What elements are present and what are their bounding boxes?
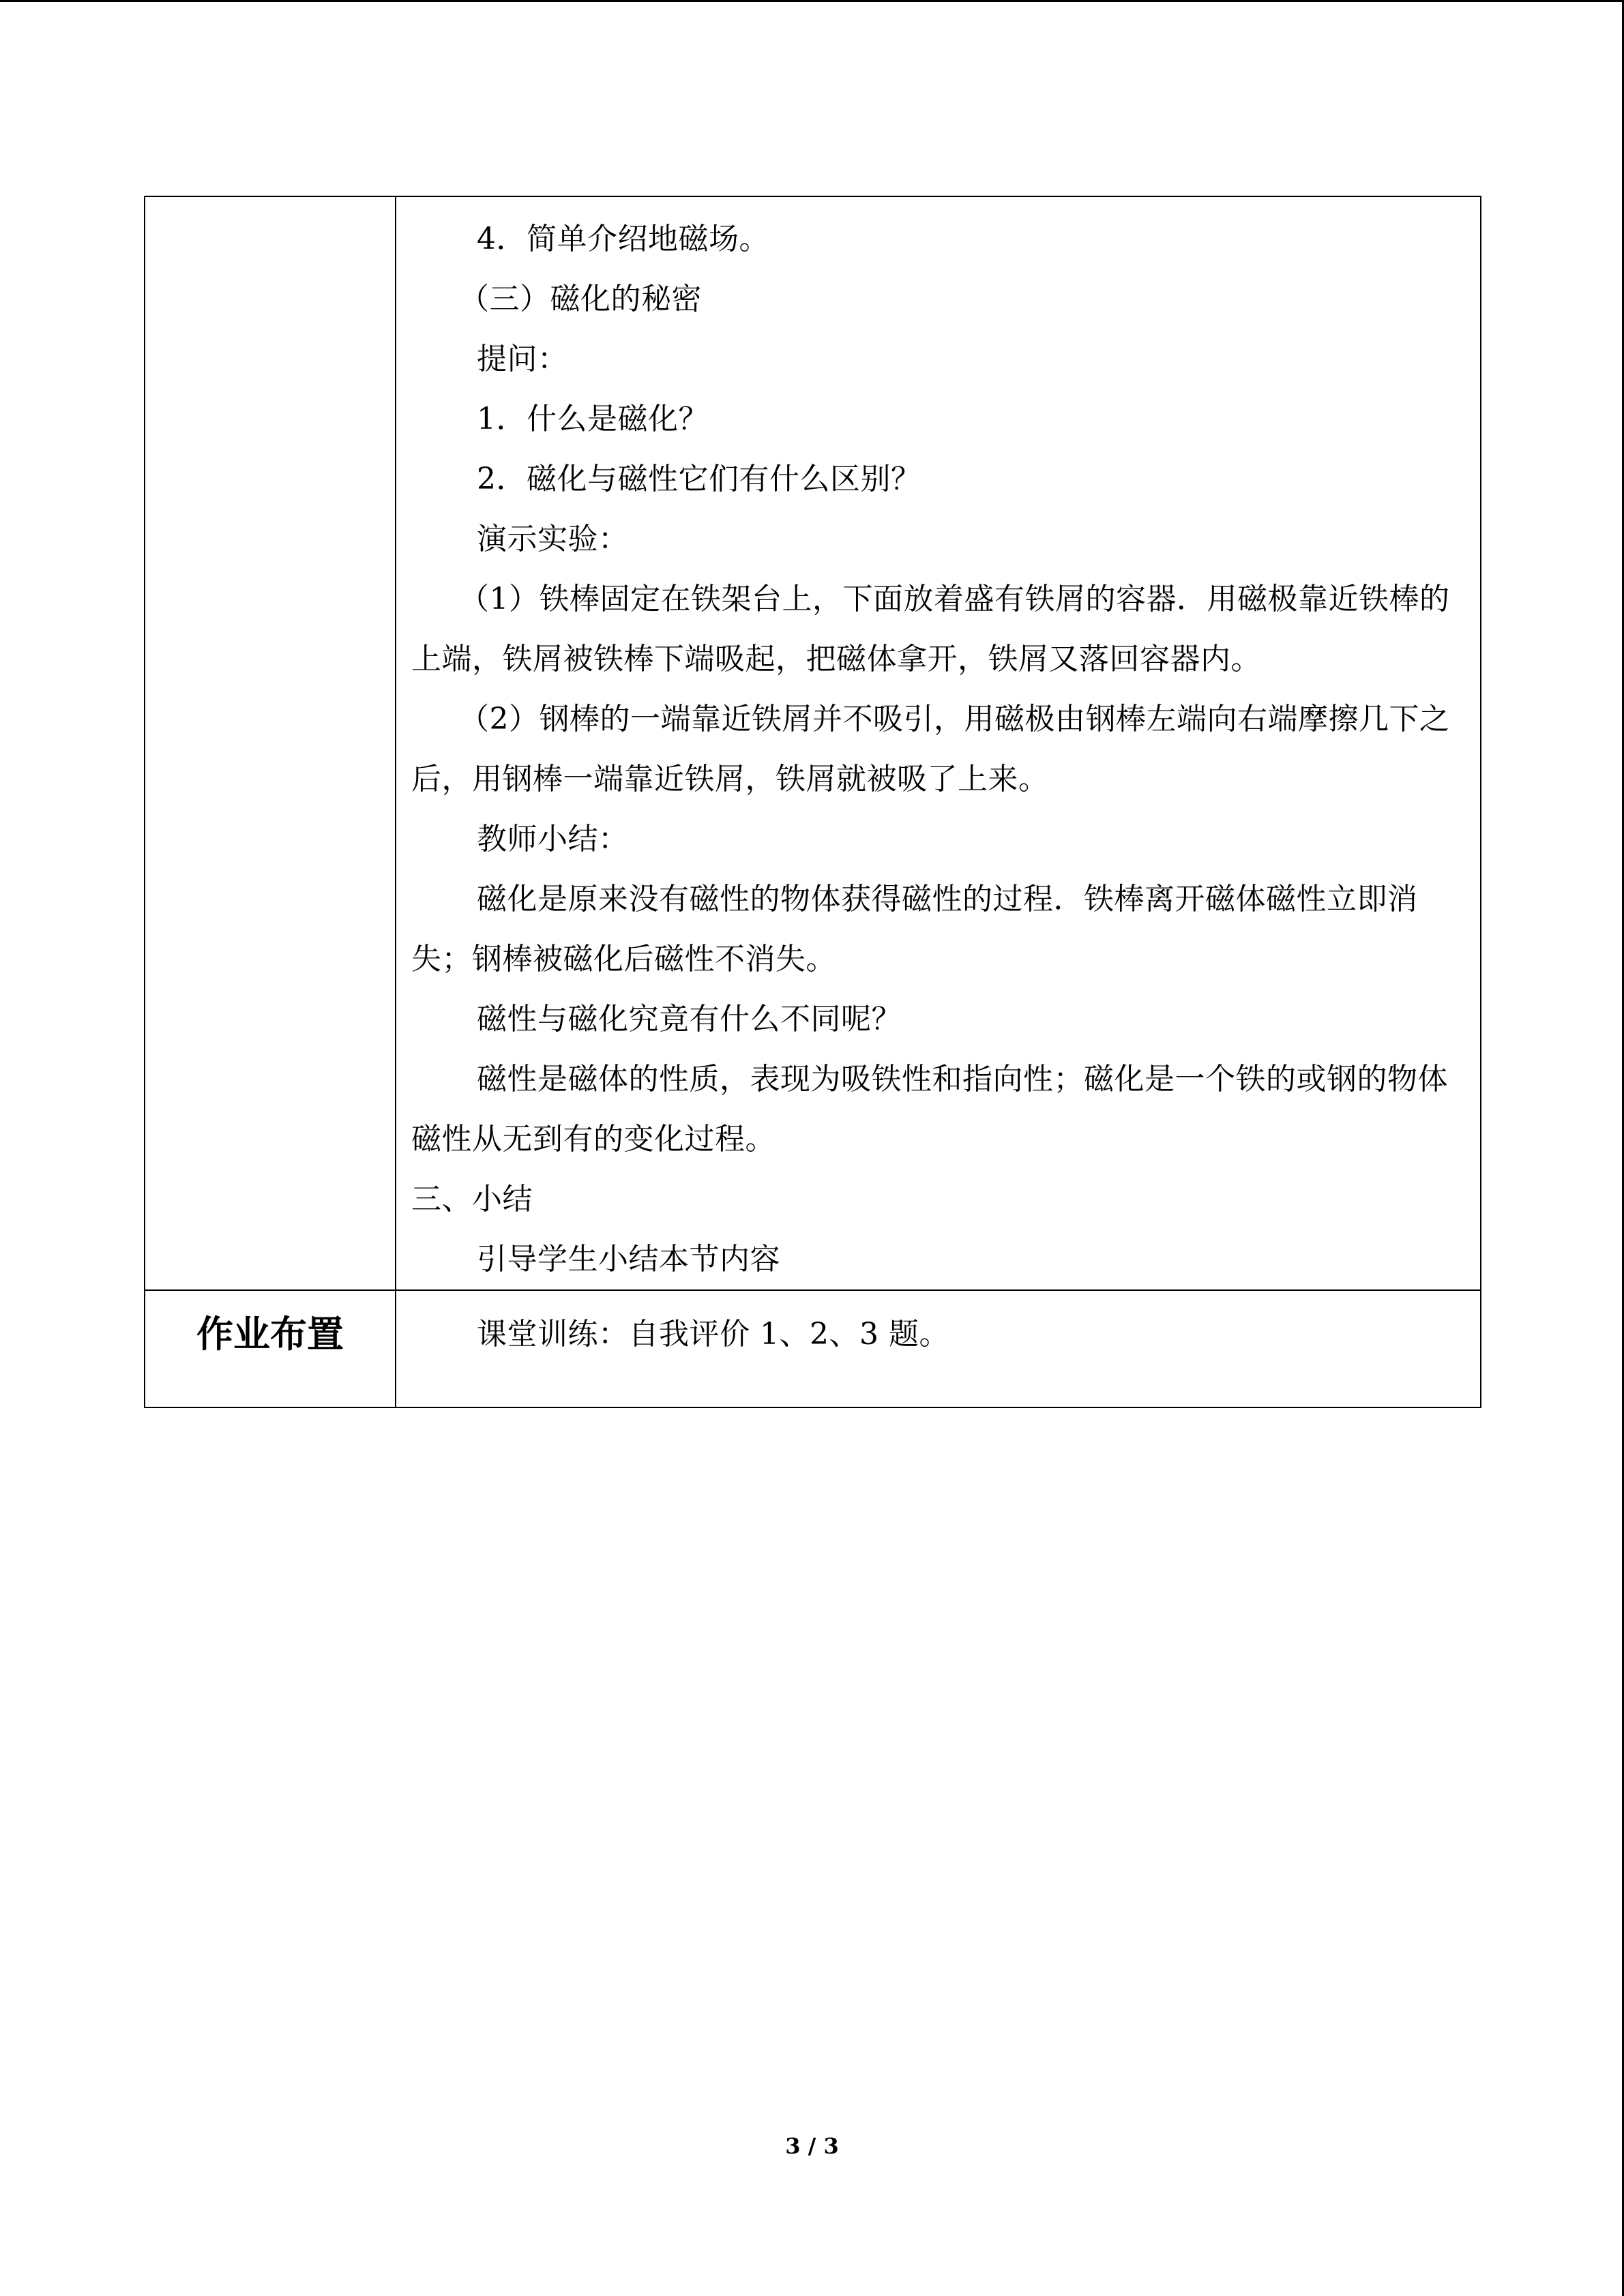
page-number: 3 / 3 — [785, 2133, 839, 2159]
paragraph: 磁性与磁化究竟有什么不同呢？ — [477, 1002, 902, 1037]
homework-content-cell — [396, 1290, 1481, 1407]
homework-label: 作业布置 — [196, 1312, 344, 1356]
content-label-cell — [145, 196, 396, 1290]
lesson-plan-table — [144, 196, 1481, 1408]
section-heading: 三、小结 — [411, 1182, 533, 1217]
paragraph: 教师小结： — [477, 822, 629, 856]
paragraph: （三）磁化的秘密 — [459, 282, 702, 316]
paragraph: 2．磁化与磁性它们有什么区别？ — [477, 462, 921, 496]
homework-row — [145, 1290, 1481, 1407]
paragraph: （2）钢棒的一端靠近铁屑并不吸引，用磁极由钢棒左端向右端摩擦几下之后，用钢棒一端靠近铁屑，铁屑就被吸了上来。 — [411, 702, 1450, 796]
paragraph: 1．什么是磁化？ — [477, 402, 709, 436]
content-row — [145, 196, 1481, 1290]
paragraph: （1）铁棒固定在铁架台上，下面放着盛有铁屑的容器．用磁极靠近铁棒的上端，铁屑被铁棒下端吸起，把磁体拿开，铁屑又落回容器内。 — [411, 582, 1450, 676]
paragraph: 磁化是原来没有磁性的物体获得磁性的过程．铁棒离开磁体磁性立即消失；钢棒被磁化后磁性不消失。 — [411, 882, 1418, 976]
content-cell — [396, 196, 1481, 1290]
paragraph: 提问： — [477, 342, 568, 376]
page-top-border — [0, 0, 1624, 2]
paragraph: 磁性是磁体的性质，表现为吸铁性和指向性；磁化是一个铁的或钢的物体磁性从无到有的变化过程。 — [411, 1062, 1448, 1157]
paragraph: 引导学生小结本节内容 — [477, 1242, 780, 1277]
paragraph: 4．简单介绍地磁场。 — [477, 222, 769, 256]
paragraph: 演示实验： — [477, 522, 629, 556]
homework-text: 课堂训练：自我评价 1、2、3 题。 — [477, 1317, 949, 1352]
homework-label-cell — [145, 1290, 396, 1407]
